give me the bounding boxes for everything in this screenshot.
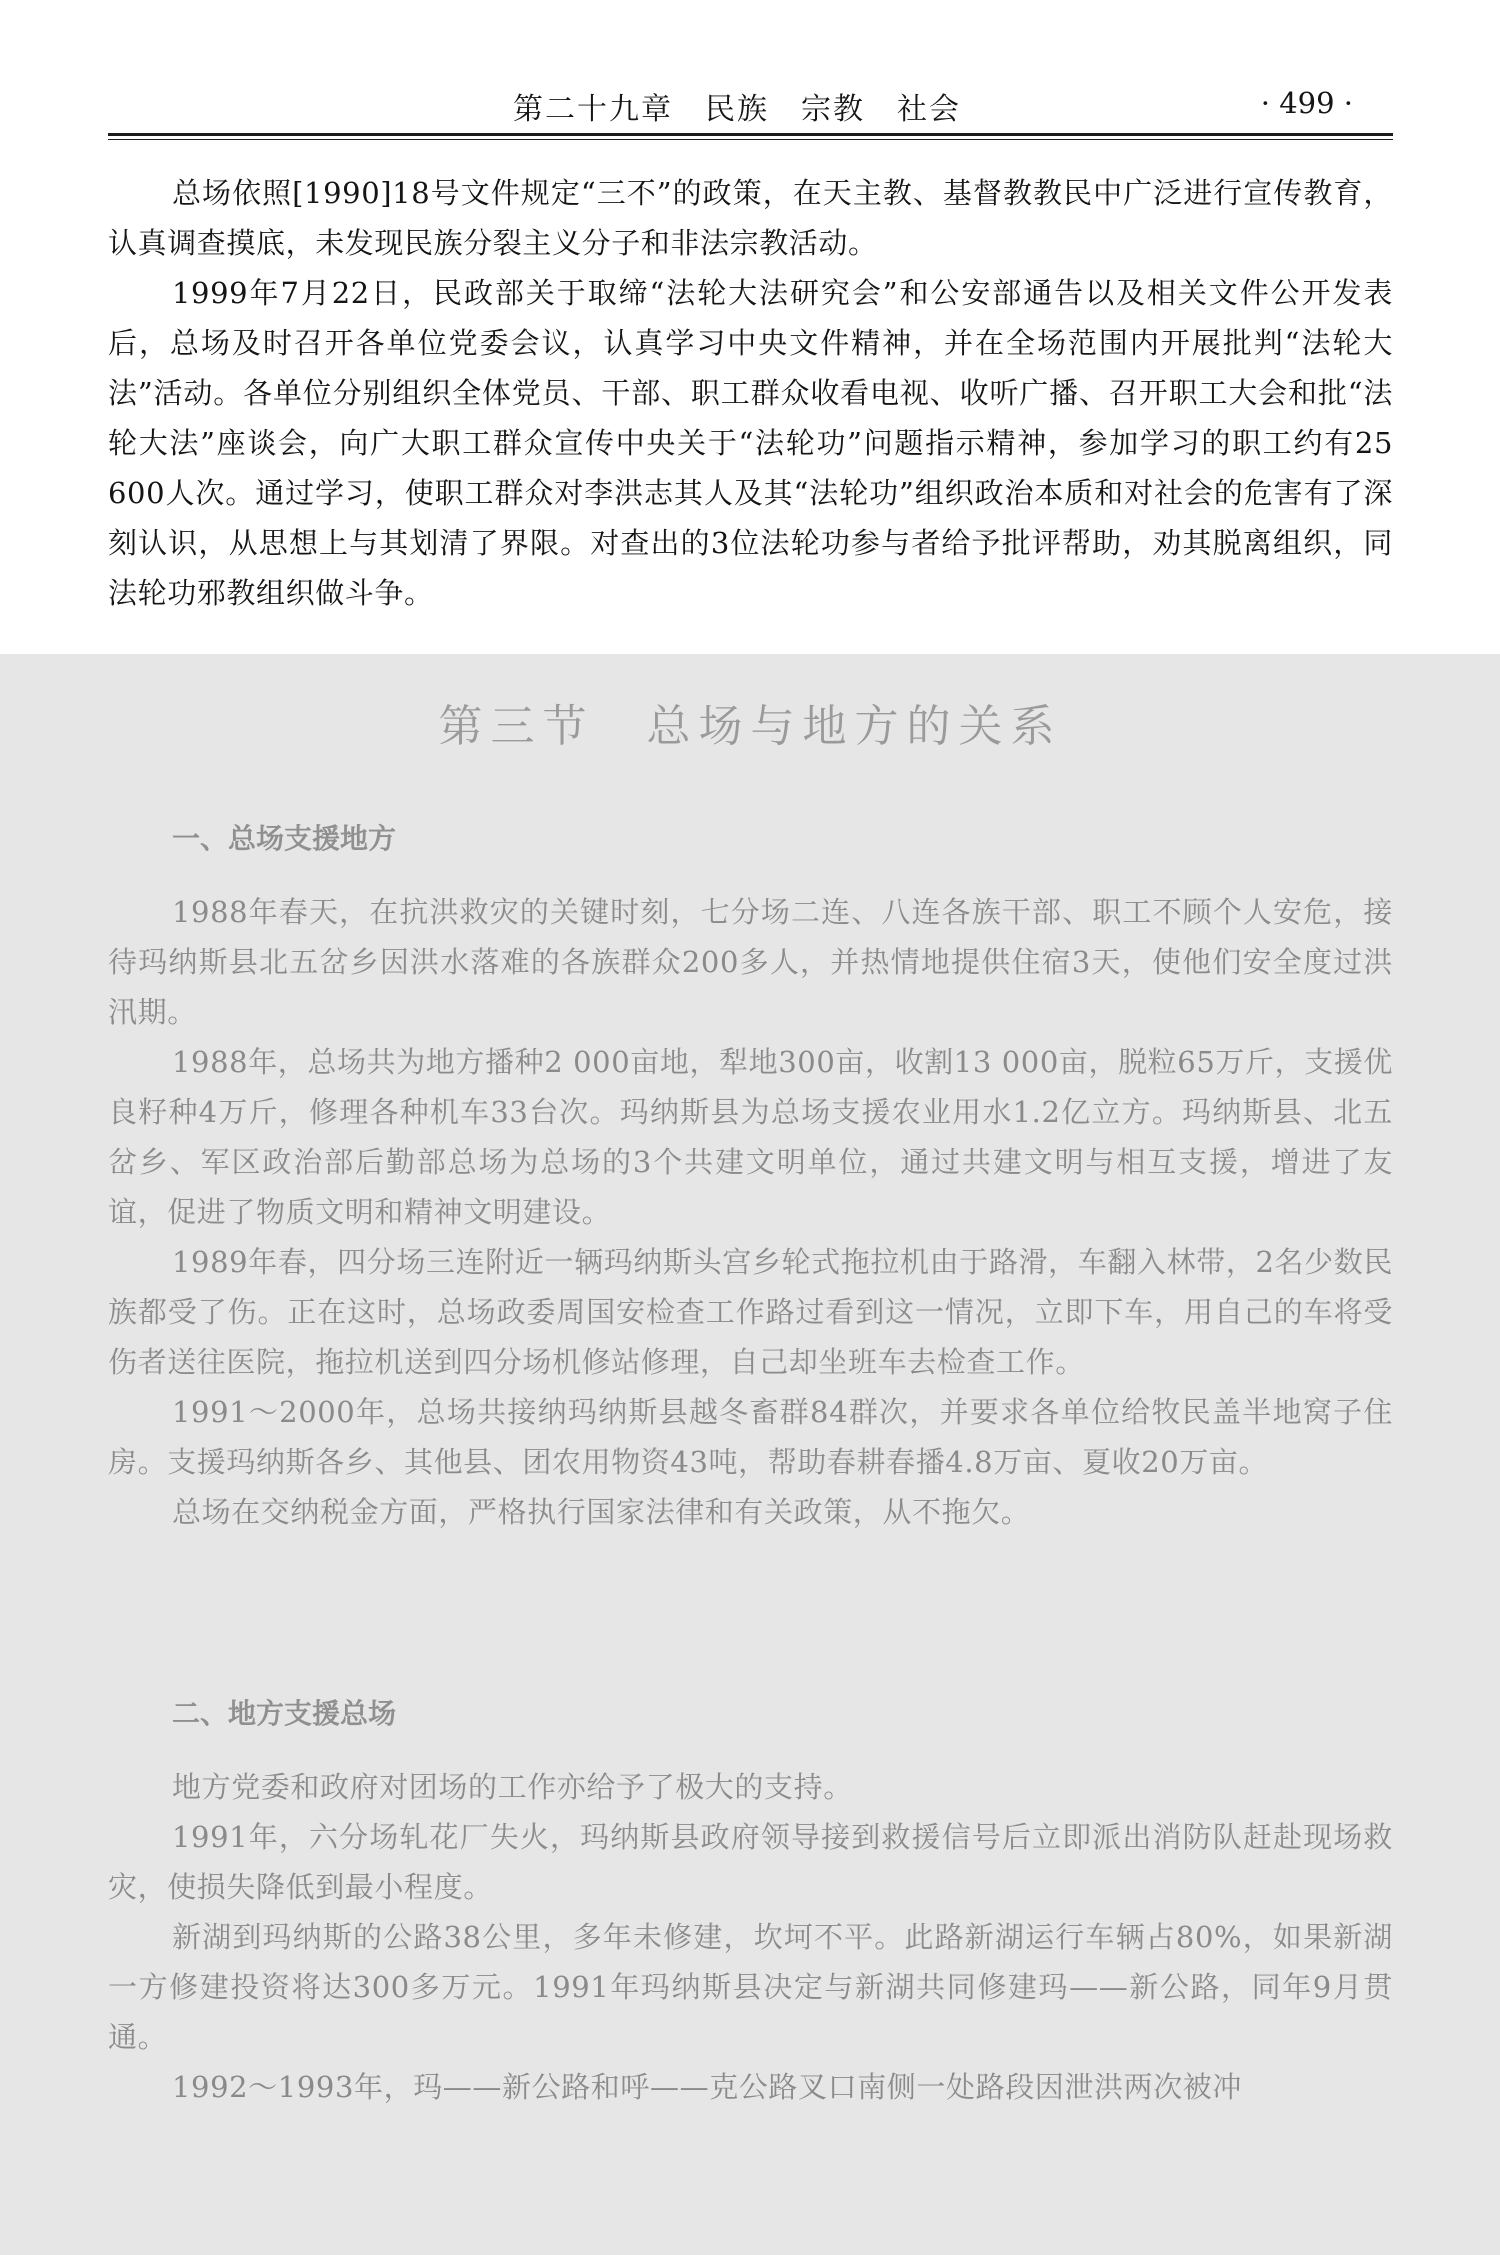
- page-number: · 499 ·: [1260, 86, 1353, 120]
- paragraph: 1999年7月22日，民政部关于取缔“法轮大法研究会”和公安部通告以及相关文件公开发表后，总场及时召开各单位党委会议，认真学习中央文件精神，并在全场范围内开展批判“法轮大法”活动。各单位分别组织全体党员、干部、职工群众收看电视、收听广播、召开职工大会和批“法轮大法”座谈会，向广大职工群众宣传中央关于“法轮功”问题指示精神，参加学习的职工约有25 600人次。通过学习，使职工群众对李洪志其人及其“法轮功”组织政治本质和对社会的危害有了深刻认识，从思想上与其划清了界限。对查出的3位法轮功参与者给予批评帮助，劝其脱离组织，同法轮功邪教组织做斗争。: [108, 276, 1393, 610]
- section-title: 第三节 总场与地方的关系: [438, 701, 1063, 752]
- chapter-title: 第二十九章 民族 宗教 社会: [513, 92, 961, 127]
- subsection-heading: 二、地方支援总场: [172, 1697, 397, 1730]
- subsection-2-body: [108, 1762, 1393, 2112]
- subsection-1-body: [108, 887, 1393, 1537]
- highlighted-section: [0, 654, 1500, 2255]
- header-rule-thin: [108, 139, 1393, 140]
- subsection-heading: 一、总场支援地方: [172, 822, 397, 855]
- page-header: [108, 80, 1393, 130]
- paragraph: 新湖到玛纳斯的公路38公里，多年未修建，坎坷不平。此路新湖运行车辆占80%，如果新湖一方修建投资将达300多万元。1991年玛纳斯县决定与新湖共同修建玛——新公路，同年9月贯通。: [108, 1920, 1393, 2054]
- paragraph: 1988年，总场共为地方播种2 000亩地，犁地300亩，收割13 000亩，脱粒65万斤，支援优良籽种4万斤，修理各种机车33台次。玛纳斯县为总场支援农业用水1.2亿立方。玛纳斯县、北五岔乡、军区政治部后勤部总场为总场的3个共建文明单位，通过共建文明与相互支援，增进了友谊，促进了物质文明和精神文明建设。: [108, 1045, 1393, 1229]
- top-text-block: [108, 168, 1393, 618]
- paragraph: 1989年春，四分场三连附近一辆玛纳斯头宫乡轮式拖拉机由于路滑，车翻入林带，2名少数民族都受了伤。正在这时，总场政委周国安检查工作路过看到这一情况，立即下车，用自己的车将受伤者送往医院，拖拉机送到四分场机修站修理，自己却坐班车去检查工作。: [108, 1245, 1393, 1379]
- paragraph: 地方党委和政府对团场的工作亦给予了极大的支持。: [172, 1770, 853, 1804]
- paragraph: 1988年春天，在抗洪救灾的关键时刻，七分场二连、八连各族干部、职工不顾个人安危，接待玛纳斯县北五岔乡因洪水落难的各族群众200多人，并热情地提供住宿3天，使他们安全度过洪汛期。: [108, 895, 1393, 1029]
- paragraph: 1992～1993年，玛——新公路和呼——克公路叉口南侧一处路段因泄洪两次被冲: [172, 2070, 1243, 2104]
- paragraph: 总场在交纳税金方面，严格执行国家法律和有关政策，从不拖欠。: [172, 1495, 1031, 1529]
- paragraph: 总场依照[1990]18号文件规定“三不”的政策，在天主教、基督教教民中广泛进行宣传教育，认真调查摸底，未发现民族分裂主义分子和非法宗教活动。: [108, 176, 1393, 260]
- paragraph: 1991～2000年，总场共接纳玛纳斯县越冬畜群84群次，并要求各单位给牧民盖半地窝子住房。支援玛纳斯各乡、其他县、团农用物资43吨，帮助春耕春播4.8万亩、夏收20万亩。: [108, 1395, 1393, 1479]
- paragraph: 1991年，六分场轧花厂失火，玛纳斯县政府领导接到救援信号后立即派出消防队赶赴现场救灾，使损失降低到最小程度。: [108, 1820, 1393, 1904]
- header-rule-thick: [108, 133, 1393, 136]
